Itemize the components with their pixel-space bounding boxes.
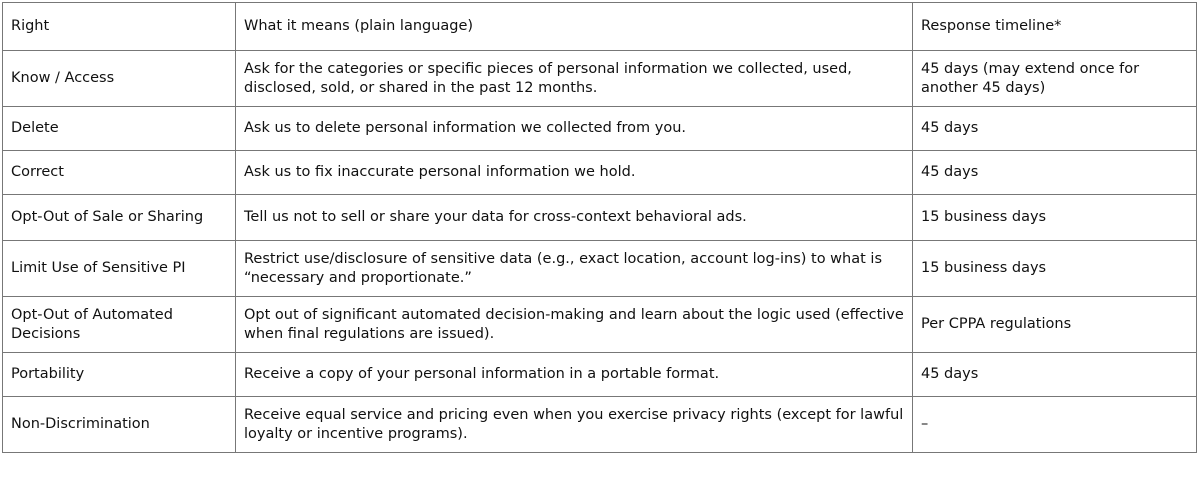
timeline-cell: 45 days (may extend once for another 45 days) bbox=[913, 51, 1197, 107]
table-header-row bbox=[3, 3, 1197, 51]
header-timeline: Response timeline* bbox=[913, 3, 1197, 51]
meaning-cell: Receive equal service and pricing even when you exercise privacy rights (except for lawful loyalty or incentive programs). bbox=[236, 397, 913, 453]
table-row bbox=[3, 195, 1197, 241]
meaning-cell: Restrict use/disclosure of sensitive data (e.g., exact location, account log-ins) to what is “necessary and proportionate.” bbox=[236, 241, 913, 297]
header-meaning: What it means (plain language) bbox=[236, 3, 913, 51]
right-cell: Portability bbox=[3, 353, 236, 397]
timeline-cell: 15 business days bbox=[913, 241, 1197, 297]
meaning-cell: Ask us to delete personal information we collected from you. bbox=[236, 107, 913, 151]
right-cell: Correct bbox=[3, 151, 236, 195]
timeline-cell: 45 days bbox=[913, 107, 1197, 151]
meaning-cell: Receive a copy of your personal information in a portable format. bbox=[236, 353, 913, 397]
meaning-cell: Tell us not to sell or share your data for cross-context behavioral ads. bbox=[236, 195, 913, 241]
right-cell: Opt-Out of Sale or Sharing bbox=[3, 195, 236, 241]
meaning-cell: Opt out of significant automated decision-making and learn about the logic used (effective when final regulations are issued). bbox=[236, 297, 913, 353]
table-row bbox=[3, 51, 1197, 107]
right-cell: Know / Access bbox=[3, 51, 236, 107]
table-row bbox=[3, 397, 1197, 453]
meaning-cell: Ask us to fix inaccurate personal information we hold. bbox=[236, 151, 913, 195]
timeline-cell: 45 days bbox=[913, 353, 1197, 397]
timeline-cell: Per CPPA regulations bbox=[913, 297, 1197, 353]
right-cell: Delete bbox=[3, 107, 236, 151]
timeline-cell: 15 business days bbox=[913, 195, 1197, 241]
rights-table bbox=[2, 2, 1197, 453]
right-cell: Non-Discrimination bbox=[3, 397, 236, 453]
timeline-cell: – bbox=[913, 397, 1197, 453]
right-cell: Opt-Out of Automated Decisions bbox=[3, 297, 236, 353]
table-row bbox=[3, 297, 1197, 353]
right-cell: Limit Use of Sensitive PI bbox=[3, 241, 236, 297]
meaning-cell: Ask for the categories or specific pieces of personal information we collected, used, disclosed, sold, or shared in the past 12 months. bbox=[236, 51, 913, 107]
table-row bbox=[3, 241, 1197, 297]
timeline-cell: 45 days bbox=[913, 151, 1197, 195]
table-row bbox=[3, 353, 1197, 397]
table-row bbox=[3, 151, 1197, 195]
table-row bbox=[3, 107, 1197, 151]
header-right: Right bbox=[3, 3, 236, 51]
